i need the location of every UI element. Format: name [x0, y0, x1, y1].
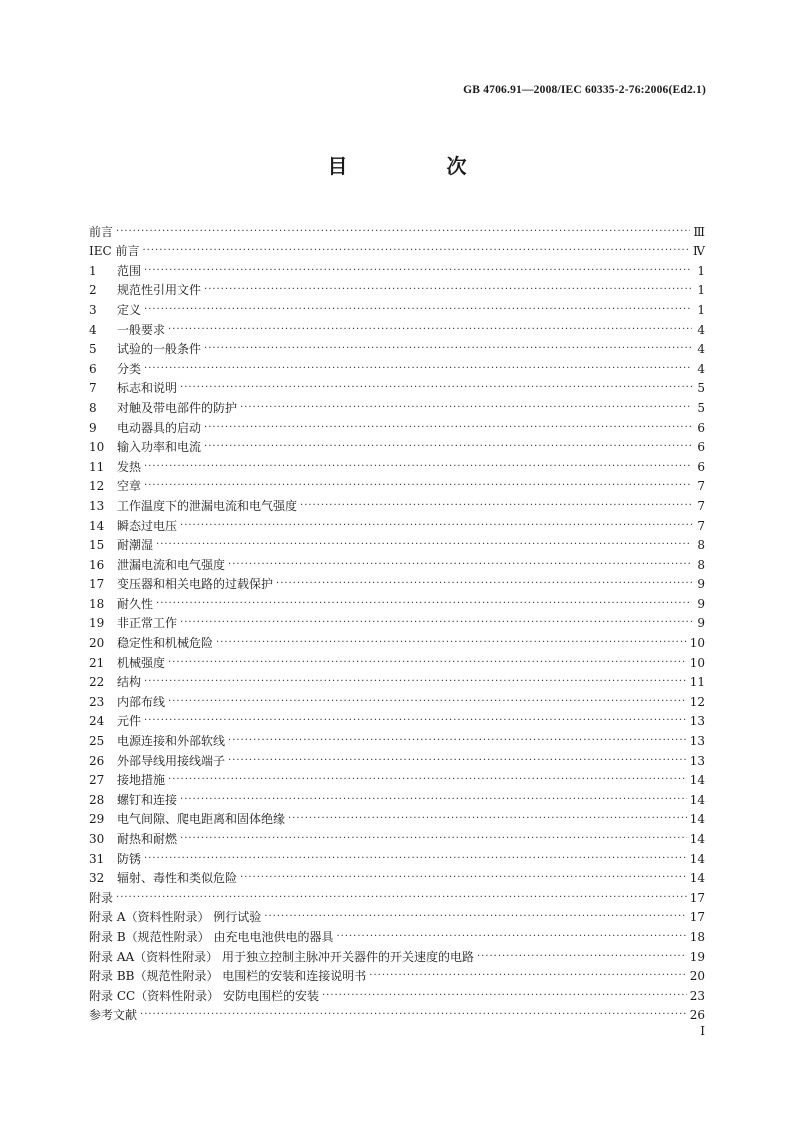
toc-entry-page: 18 [689, 929, 705, 944]
toc-entry-number: 15 [89, 538, 105, 553]
toc-entry-label: 前言 [89, 224, 114, 239]
toc-entry-label: 附录 B（规范性附录） 由充电电池供电的器具 [89, 929, 334, 944]
toc-entry-number: 13 [89, 498, 105, 513]
toc-entry-number: 9 [89, 420, 97, 435]
toc-entry[interactable] [89, 454, 705, 474]
toc-leader-dots [477, 950, 687, 964]
toc-entry-page: 12 [689, 694, 705, 709]
toc-leader-dots [156, 597, 692, 611]
toc-leader-dots [168, 323, 692, 337]
toc-entry-number: 14 [89, 518, 105, 533]
toc-leader-dots [156, 538, 692, 552]
toc-entry[interactable] [89, 337, 705, 357]
toc-entry[interactable] [89, 826, 705, 846]
toc-entry[interactable] [89, 807, 705, 827]
footer-page-number: I [700, 1024, 705, 1038]
toc-entry-label: 外部导线用接线端子 [117, 753, 226, 768]
toc-leader-dots [144, 852, 687, 866]
toc-entry-number: 2 [89, 283, 97, 298]
toc-entry-page: 8 [697, 557, 705, 572]
toc-entry-page: Ⅲ [693, 224, 705, 239]
toc-entry-page: 14 [689, 773, 705, 788]
toc-leader-dots [180, 616, 692, 630]
toc-leader-dots [240, 871, 687, 885]
toc-entry-page: 11 [689, 675, 705, 690]
toc-entry-label: 空章 [117, 479, 142, 494]
toc-leader-dots [288, 812, 687, 826]
toc-leader-dots [144, 460, 692, 474]
toc-entry[interactable] [89, 748, 705, 768]
toc-entry-number: 20 [89, 636, 105, 651]
toc-leader-dots [144, 675, 687, 689]
toc-leader-dots [204, 421, 692, 435]
toc-entry-page: 9 [697, 596, 705, 611]
table-of-contents [89, 219, 705, 1022]
toc-leader-dots [240, 401, 692, 415]
toc-entry-page: 7 [697, 518, 705, 533]
toc-entry[interactable] [89, 415, 705, 435]
toc-entry-page: 4 [697, 322, 705, 337]
toc-entry-label: 附录 A（资料性附录） 例行试验 [89, 910, 262, 925]
toc-entry-number: 4 [89, 322, 97, 337]
toc-entry-label: 参考文献 [89, 1008, 138, 1023]
toc-entry[interactable] [89, 866, 705, 886]
toc-entry-label: IEC 前言 [89, 244, 140, 259]
toc-leader-dots [140, 1008, 687, 1022]
toc-entry-number: 10 [89, 440, 105, 455]
toc-entry[interactable] [89, 611, 705, 631]
toc-entry-page: 10 [689, 636, 705, 651]
toc-entry-page: Ⅳ [693, 244, 705, 259]
toc-entry[interactable] [89, 376, 705, 396]
toc-entry-number: 26 [89, 753, 105, 768]
toc-entry-number: 5 [89, 342, 97, 357]
toc-entry-number: 3 [89, 302, 97, 317]
toc-entry[interactable] [89, 258, 705, 278]
toc-entry-label: 接地措施 [117, 773, 166, 788]
toc-entry-page: 6 [697, 459, 705, 474]
toc-entry[interactable] [89, 787, 705, 807]
toc-entry[interactable] [89, 395, 705, 415]
toc-entry-label: 元件 [117, 714, 142, 729]
toc-entry-page: 5 [697, 400, 705, 415]
toc-entry[interactable] [89, 728, 705, 748]
toc-entry-label: 变压器和相关电路的过载保护 [117, 577, 274, 592]
toc-entry-label: 附录 [89, 890, 114, 905]
toc-leader-dots [322, 989, 687, 1003]
toc-entry-number: 19 [89, 616, 105, 631]
toc-entry-label: 结构 [117, 675, 142, 690]
toc-entry[interactable] [89, 513, 705, 533]
toc-entry-number: 7 [89, 381, 97, 396]
toc-entry-page: 7 [697, 479, 705, 494]
toc-entry[interactable] [89, 552, 705, 572]
toc-entry-label: 机械强度 [117, 655, 166, 670]
toc-entry[interactable] [89, 474, 705, 494]
toc-entry[interactable] [89, 239, 705, 259]
toc-leader-dots [143, 244, 691, 258]
toc-entry-number: 18 [89, 596, 105, 611]
toc-entry-label: 附录 AA（资料性附录） 用于独立控制主脉冲开关器件的开关速度的电路 [89, 949, 474, 964]
toc-leader-dots [300, 499, 692, 513]
toc-entry-label: 电源连接和外部软线 [117, 734, 226, 749]
toc-entry-number: 28 [89, 792, 105, 807]
toc-entry-page: 14 [689, 851, 705, 866]
toc-entry-page: 20 [689, 969, 705, 984]
toc-entry-page: 17 [689, 890, 705, 905]
toc-entry-number: 21 [89, 655, 105, 670]
toc-entry[interactable] [89, 650, 705, 670]
toc-entry-label: 稳定性和机械危险 [117, 636, 214, 651]
toc-entry-label: 电动器具的启动 [117, 420, 202, 435]
toc-entry-number: 12 [89, 479, 105, 494]
toc-leader-dots [180, 793, 687, 807]
toc-entry-label: 输入功率和电流 [117, 440, 202, 455]
toc-entry-page: 23 [689, 988, 705, 1003]
toc-leader-dots [204, 440, 692, 454]
toc-entry[interactable] [89, 885, 705, 905]
toc-entry-page: 8 [697, 538, 705, 553]
toc-entry-label: 内部布线 [117, 694, 166, 709]
toc-entry[interactable] [89, 219, 705, 239]
toc-entry[interactable] [89, 317, 705, 337]
toc-entry-number: 22 [89, 675, 105, 690]
toc-entry[interactable] [89, 435, 705, 455]
toc-leader-dots [116, 891, 687, 905]
toc-entry-page: 4 [697, 342, 705, 357]
toc-entry[interactable] [89, 964, 705, 984]
toc-entry-label: 对触及带电部件的防护 [117, 400, 238, 415]
toc-entry-label: 耐潮湿 [117, 538, 154, 553]
toc-leader-dots [336, 930, 686, 944]
toc-entry-number: 29 [89, 812, 105, 827]
toc-entry[interactable] [89, 630, 705, 650]
toc-entry-label: 泄漏电流和电气强度 [117, 557, 226, 572]
toc-entry-page: 13 [689, 753, 705, 768]
toc-leader-dots [116, 225, 690, 239]
toc-leader-dots [180, 519, 692, 533]
toc-leader-dots [168, 695, 687, 709]
toc-entry-number: 8 [89, 400, 97, 415]
toc-entry-page: 19 [689, 949, 705, 964]
toc-entry-number: 6 [89, 361, 97, 376]
toc-entry-label: 范围 [117, 263, 142, 278]
toc-entry-number: 24 [89, 714, 105, 729]
toc-leader-dots [180, 381, 692, 395]
toc-entry[interactable] [89, 356, 705, 376]
toc-entry-label: 分类 [117, 361, 142, 376]
toc-entry-page: 13 [689, 734, 705, 749]
toc-leader-dots [228, 558, 692, 572]
toc-entry-number: 31 [89, 851, 105, 866]
standard-identifier: GB 4706.91—2008/IEC 60335-2-76:2006(Ed2.1) [463, 84, 706, 96]
toc-entry-label: 工作温度下的泄漏电流和电气强度 [117, 498, 298, 513]
toc-leader-dots [276, 577, 692, 591]
toc-entry[interactable] [89, 591, 705, 611]
toc-leader-dots [168, 773, 687, 787]
toc-leader-dots [204, 342, 692, 356]
toc-leader-dots [144, 264, 692, 278]
toc-entry-page: 10 [689, 655, 705, 670]
toc-entry[interactable] [89, 924, 705, 944]
toc-entry[interactable] [89, 905, 705, 925]
toc-leader-dots [204, 283, 692, 297]
toc-leader-dots [168, 656, 687, 670]
toc-entry-label: 一般要求 [117, 322, 166, 337]
toc-entry-number: 23 [89, 694, 105, 709]
toc-leader-dots [264, 910, 686, 924]
toc-entry-page: 13 [689, 714, 705, 729]
toc-entry[interactable] [89, 1003, 705, 1023]
toc-entry-page: 1 [697, 302, 705, 317]
toc-entry[interactable] [89, 689, 705, 709]
toc-entry-page: 14 [689, 832, 705, 846]
toc-entry-number: 32 [89, 871, 105, 886]
toc-entry-number: 1 [89, 263, 97, 278]
toc-entry[interactable] [89, 846, 705, 866]
toc-entry-label: 电气间隙、爬电距离和固体绝缘 [117, 812, 286, 827]
toc-entry-label: 辐射、毒性和类似危险 [117, 871, 238, 886]
toc-entry-number: 11 [89, 459, 105, 474]
toc-entry[interactable] [89, 944, 705, 964]
toc-entry[interactable] [89, 278, 705, 298]
toc-entry-page: 14 [689, 871, 705, 886]
toc-entry-number: 25 [89, 734, 105, 749]
toc-entry-label: 规范性引用文件 [117, 283, 202, 298]
toc-entry-label: 耐热和耐燃 [117, 832, 178, 846]
toc-leader-dots [228, 754, 687, 768]
toc-entry-label: 螺钉和连接 [117, 792, 178, 807]
toc-entry-page: 9 [697, 577, 705, 592]
toc-entry-number: 30 [89, 832, 105, 846]
toc-entry-page: 17 [689, 910, 705, 925]
toc-entry-page: 6 [697, 440, 705, 455]
toc-entry-number: 27 [89, 773, 105, 788]
toc-leader-dots [369, 969, 686, 983]
toc-entry[interactable] [89, 572, 705, 592]
toc-entry-label: 定义 [117, 302, 142, 317]
toc-entry-label: 瞬态过电压 [117, 518, 178, 533]
toc-entry[interactable] [89, 670, 705, 690]
toc-entry[interactable] [89, 983, 705, 1003]
toc-leader-dots [144, 714, 687, 728]
toc-entry-page: 26 [689, 1008, 705, 1023]
toc-leader-dots [216, 636, 687, 650]
toc-entry-page: 7 [697, 498, 705, 513]
toc-entry-page: 1 [697, 283, 705, 298]
toc-entry-page: 9 [697, 616, 705, 631]
toc-entry-label: 防锈 [117, 851, 142, 866]
toc-entry-number: 17 [89, 577, 105, 592]
toc-entry-page: 6 [697, 420, 705, 435]
toc-entry-label: 非正常工作 [117, 616, 178, 631]
toc-entry-label: 发热 [117, 459, 142, 474]
toc-leader-dots [144, 479, 692, 493]
toc-entry-label: 标志和说明 [117, 381, 178, 396]
toc-entry-label: 附录 BB（规范性附录） 电围栏的安装和连接说明书 [89, 969, 367, 984]
toc-leader-dots [228, 734, 687, 748]
toc-entry[interactable] [89, 709, 705, 729]
toc-leader-dots [180, 832, 687, 846]
toc-entry[interactable] [89, 493, 705, 513]
toc-entry-label: 附录 CC（资料性附录） 安防电围栏的安装 [89, 988, 319, 1003]
toc-entry-page: 1 [697, 263, 705, 278]
toc-entry-label: 试验的一般条件 [117, 342, 202, 357]
toc-entry[interactable] [89, 533, 705, 553]
toc-entry[interactable] [89, 768, 705, 788]
page-title: 目 次 [327, 154, 513, 178]
toc-leader-dots [144, 362, 692, 376]
toc-entry-page: 14 [689, 812, 705, 827]
toc-entry-label: 耐久性 [117, 596, 154, 611]
toc-entry-page: 4 [697, 361, 705, 376]
toc-entry-page: 5 [697, 381, 705, 396]
toc-entry[interactable] [89, 297, 705, 317]
toc-leader-dots [144, 303, 692, 317]
toc-entry-number: 16 [89, 557, 105, 572]
toc-entry-page: 14 [689, 792, 705, 807]
